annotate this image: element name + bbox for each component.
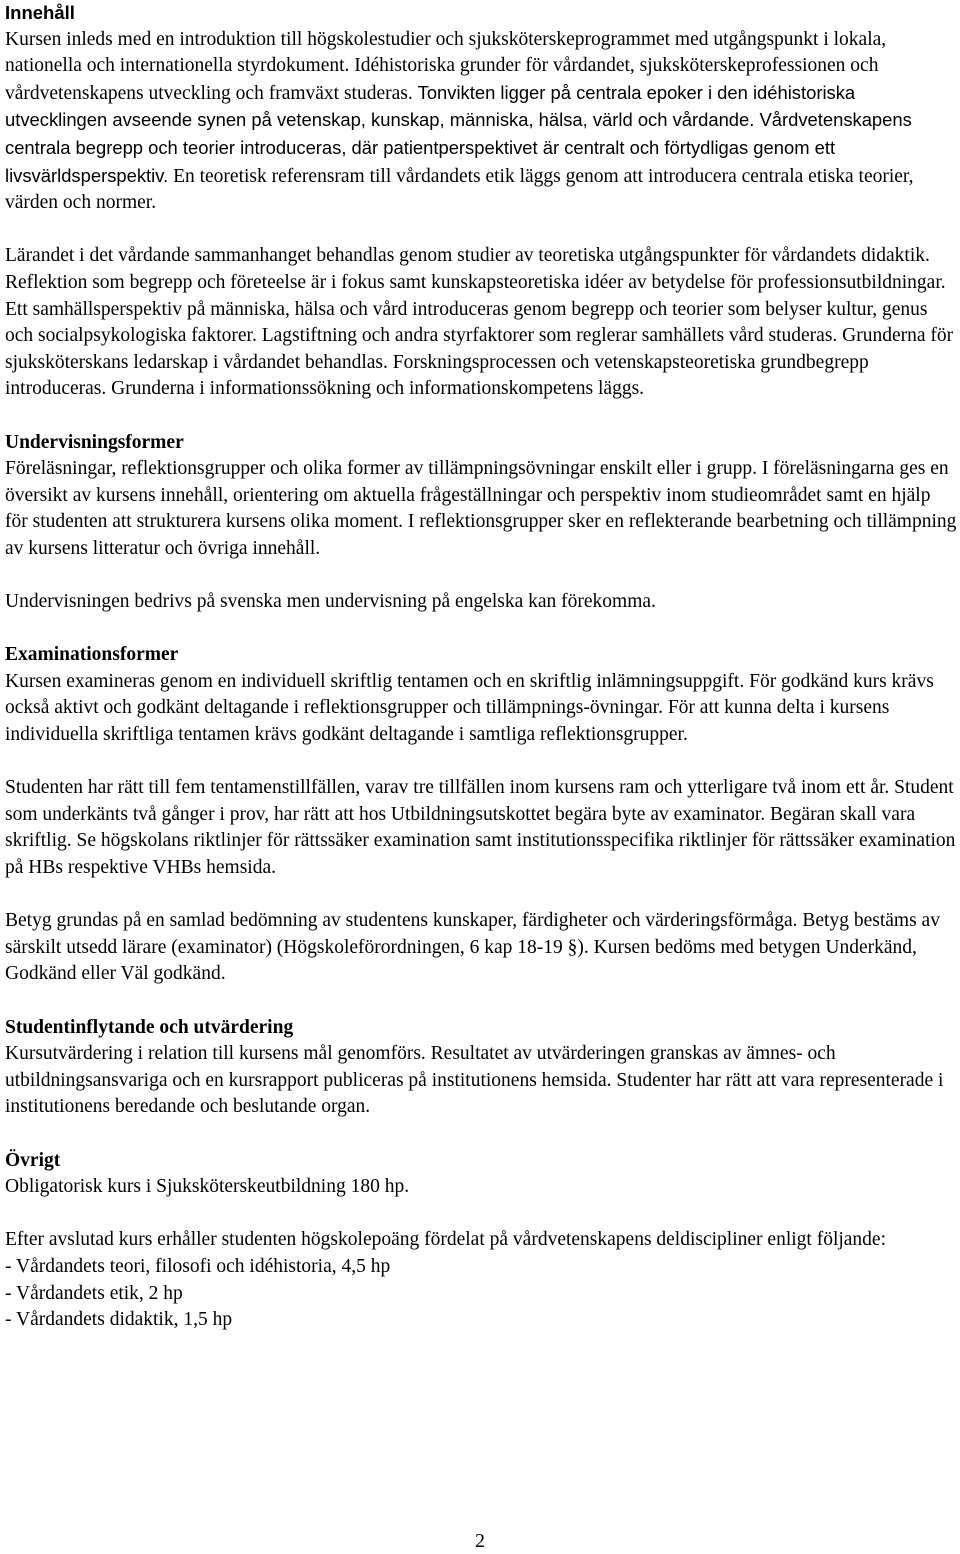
- paragraph-ovrigt-1: Obligatorisk kurs i Sjuksköterskeutbildning 180 hp.: [5, 1176, 410, 1198]
- section-heading-undervisningsformer: Undervisningsformer: [5, 431, 184, 453]
- paragraph-undervisningsformer-1: Föreläsningar, reflektionsgrupper och olika former av tillämpningsövningar enskilt eller i grupp. I föreläsningarna ges en översikt av kursens innehåll, orientering om aktuella frågeställningar och perspektiv inom studieområdet samt en hjälp för studenten att strukturera kursens olika moment. I reflektionsgrupper sker en reflekterande bearbetning och tillämpning av kursens litteratur och övriga innehåll.: [5, 458, 957, 559]
- section-heading-innehall: Innehåll: [5, 2, 75, 23]
- paragraph-innehall-1-serif: Kursen inleds med en introduktion till högskolestudier och sjuksköterskeprogrammet med utgångspunkt i lokala, nationella och internationella styrdokument. Idéhistoriska grunder för vårdandet, sjuksköterskeprofessionen och vårdvetenskapens utveckling och framväxt studeras.: [5, 28, 887, 104]
- paragraph-innehall-1-tail: En teoretisk referensram till vårdandets etik läggs genom att introducera centrala etiska teorier, värden och normer.: [5, 165, 914, 214]
- paragraph-undervisningsformer-2: Undervisningen bedrivs på svenska men undervisning på engelska kan förekomma.: [5, 591, 656, 613]
- list-item: - Vårdandets teori, filosofi och idéhistoria, 4,5 hp: [5, 1255, 391, 1277]
- paragraph-examinationsformer-3: Betyg grundas på en samlad bedömning av studentens kunskaper, färdigheter och värderingsförmåga. Betyg bestäms av särskilt utsedd lärare (examinator) (Högskoleförordningen, 6 kap 18-19 §). Kursen bedöms med betygen Underkänd, Godkänd eller Väl godkänd.: [5, 910, 940, 985]
- document-page: [5, 0, 957, 1334]
- paragraph-examinationsformer-1: Kursen examineras genom en individuell skriftlig tentamen och en skriftlig inlämningsuppgift. För godkänd kurs krävs också aktivt och godkänt deltagande i reflektionsgrupper och tillämpnings-övningar. För att kunna delta i kursens individuella skriftliga tentamen krävs godkänt deltagande i samtliga reflektionsgrupper.: [5, 670, 934, 746]
- paragraph-studentinflytande-1: Kursutvärdering i relation till kursens mål genomförs. Resultatet av utvärderingen granskas av ämnes- och utbildningsansvariga och en kursrapport publiceras på institutionens hemsida. Studenter har rätt att vara representerade i institutionens beredande och beslutande organ.: [5, 1043, 944, 1118]
- section-heading-ovrigt: Övrigt: [5, 1149, 61, 1171]
- paragraph-innehall-2: Lärandet i det vårdande sammanhanget behandlas genom studier av teoretiska utgångspunkter för vårdandets didaktik. Reflektion som begrepp och företeelse är i fokus samt kunskapsteoretiska idéer av betydelse för professionsutbildningar. Ett samhällsperspektiv på människa, hälsa och vård introduceras genom begrepp och teorier som belyser kultur, genus och socialpsykologiska faktorer. Lagstiftning och andra styrfaktorer som reglerar samhällets vård studeras. Grunderna för sjuksköterskans ledarskap i vårdandet behandlas. Forskningsprocessen och vetenskapsteoretiska grundbegrepp introduceras. Grunderna i informationssökning och informationskompetens läggs.: [5, 245, 954, 400]
- section-heading-examinationsformer: Examinationsformer: [5, 644, 179, 666]
- paragraph-ovrigt-2: Efter avslutad kurs erhåller studenten högskolepoäng fördelat på vårdvetenskapens deldiscipliner enligt följande:: [5, 1229, 887, 1251]
- section-heading-studentinflytande: Studentinflytande och utvärdering: [5, 1016, 294, 1038]
- page-number: 2: [475, 1530, 485, 1552]
- paragraph-innehall-1: [5, 27, 957, 217]
- paragraph-examinationsformer-2: Studenten har rätt till fem tentamenstillfällen, varav tre tillfällen inom kursens ram och ytterligare två inom ett år. Student som underkänts två gånger i prov, har rätt att hos Utbildningsutskottet begära byte av examinator. Begäran skall vara skriftlig. Se högskolans riktlinjer för rättssäker examination samt institutionsspecifika riktlinjer för rättssäker examination på HBs respektive VHBs hemsida.: [5, 777, 956, 878]
- list-item: - Vårdandets didaktik, 1,5 hp: [5, 1309, 233, 1331]
- paragraph-innehall-1-sans: Tonvikten ligger på centrala epoker i den idéhistoriska utvecklingen avseende synen på vetenskap, kunskap, människa, hälsa, värld och vårdande. Vårdvetenskapens centrala begrepp och teorier introduceras, där patientperspektivet är centralt och förtydligas genom ett livsvärldsperspektiv.: [5, 81, 912, 186]
- list-item: - Vårdandets etik, 2 hp: [5, 1282, 183, 1304]
